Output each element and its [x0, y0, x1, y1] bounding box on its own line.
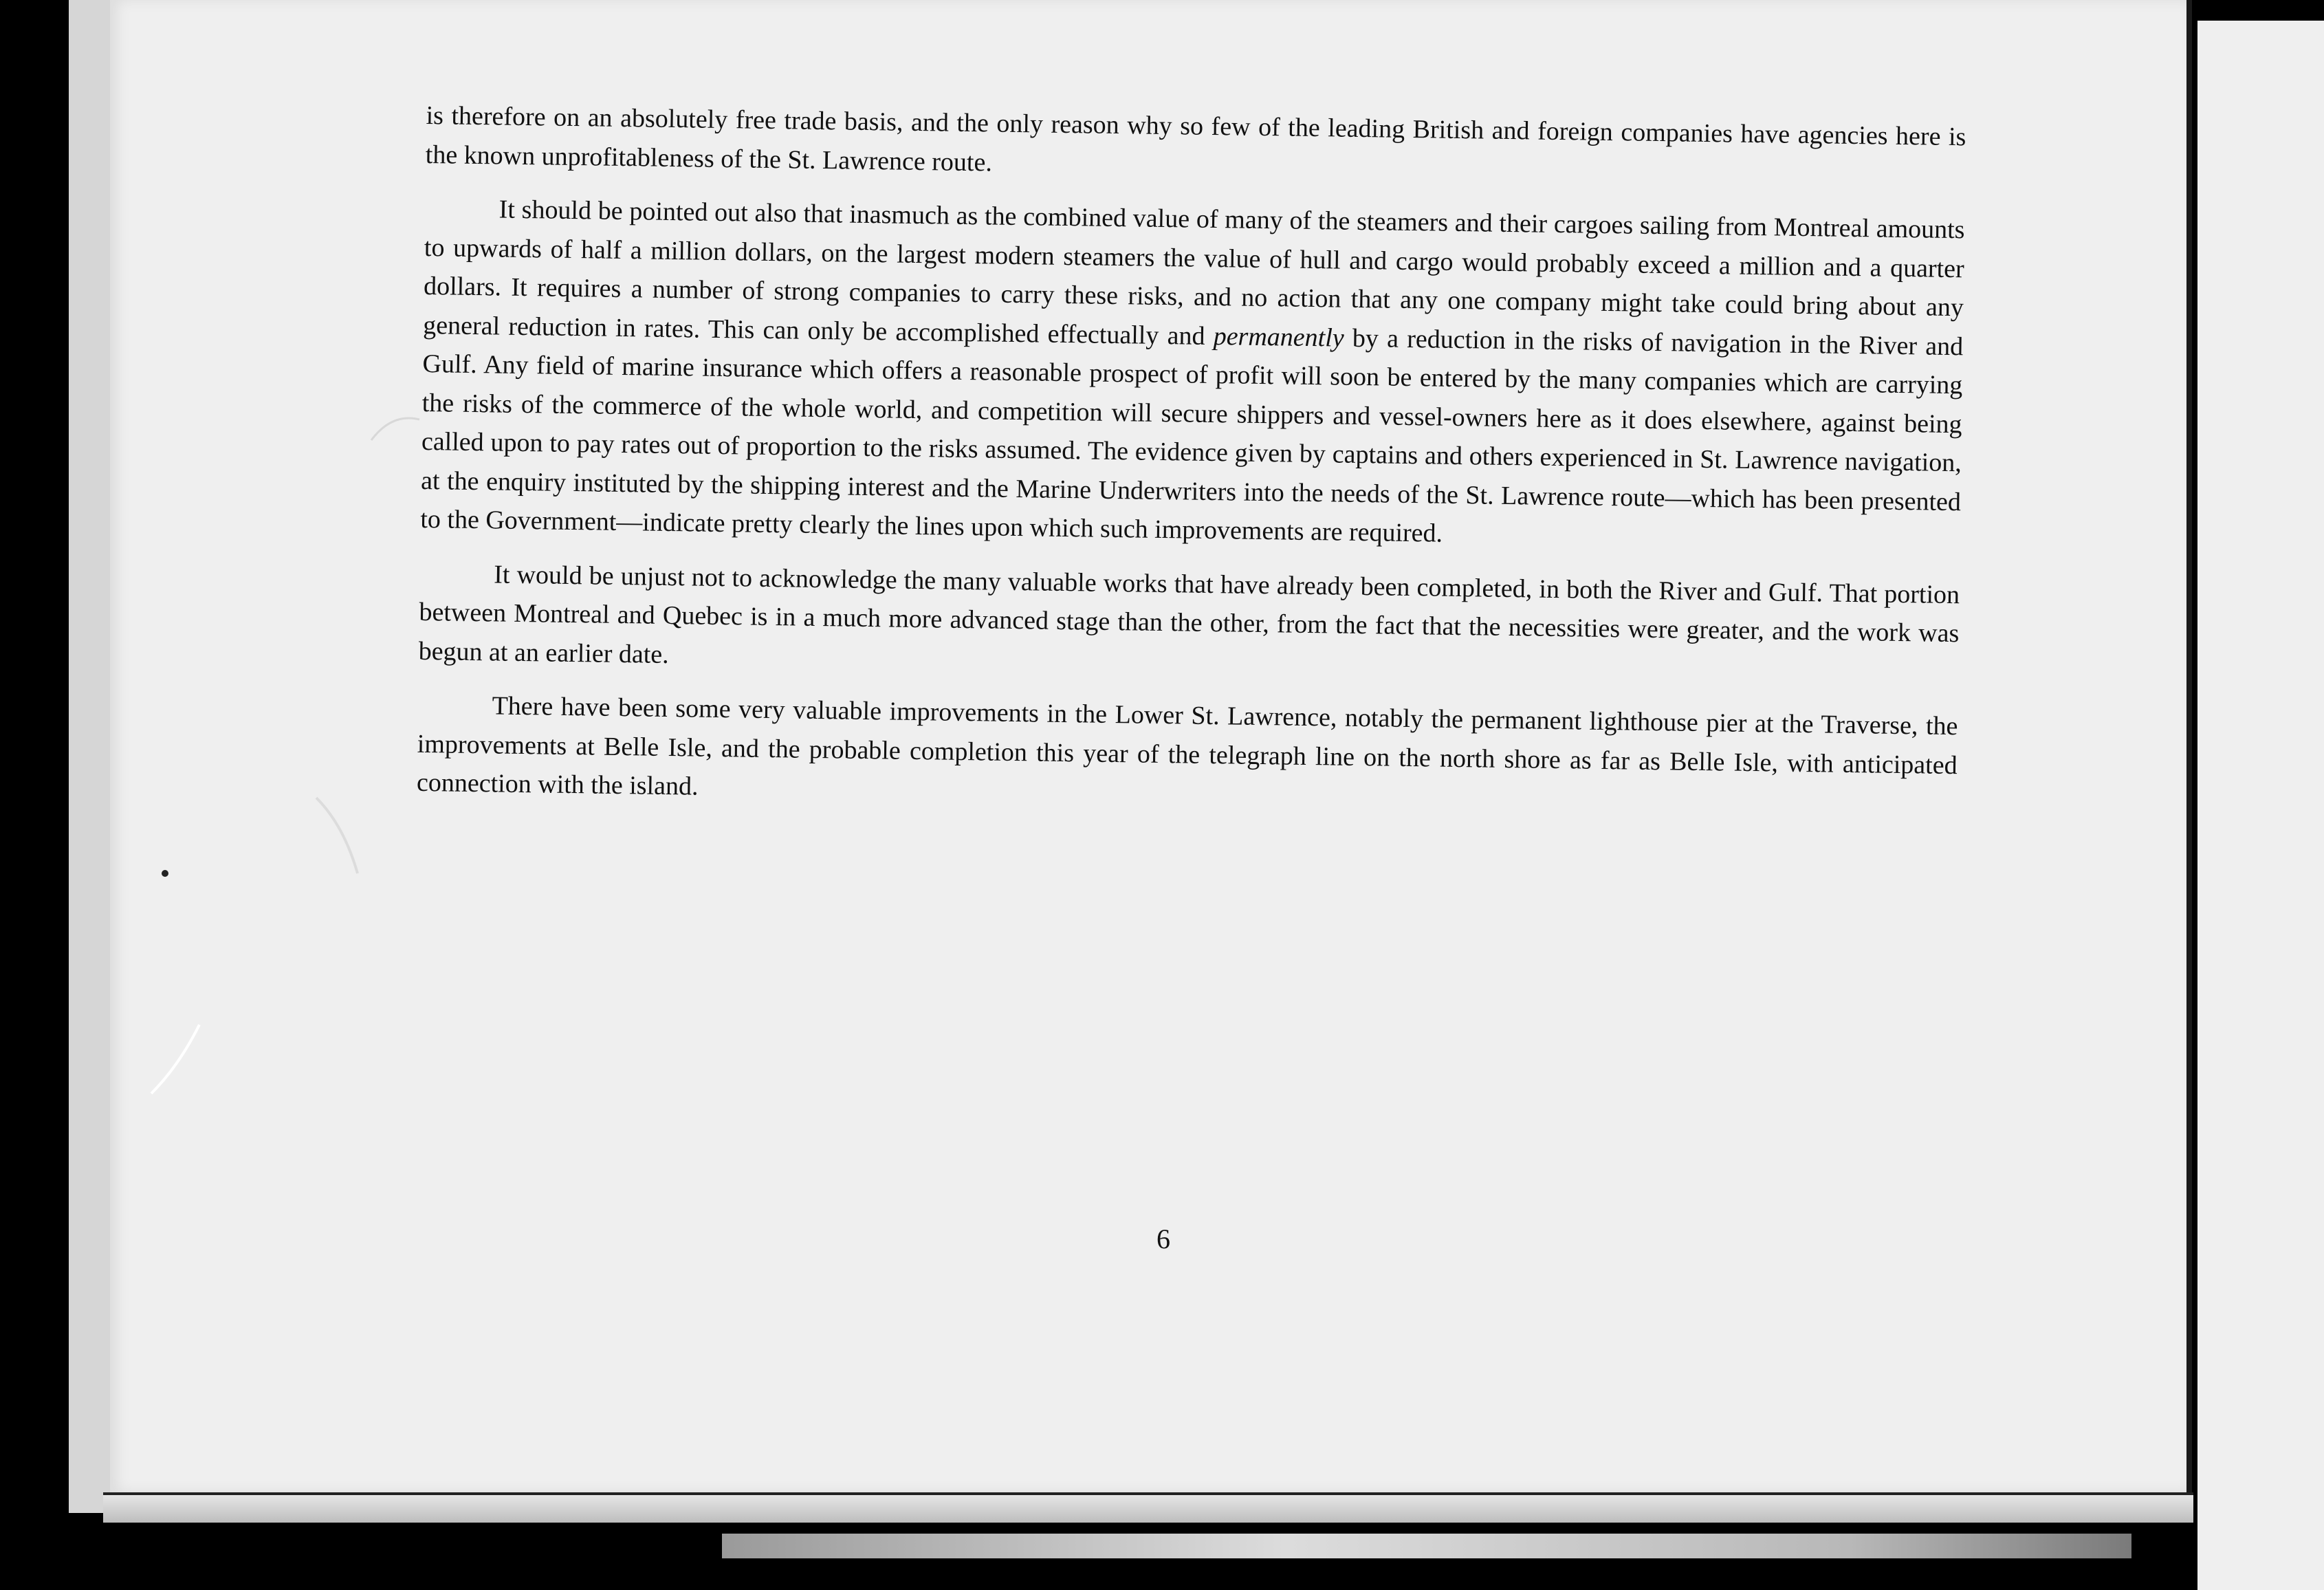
paragraph-2: [420, 189, 1965, 560]
right-page-fragment: [2197, 21, 2324, 1590]
paragraph-2-text-a: It should be pointed out also that inasmuch as the combined value of many of the steamers and their cargoes sailing from Montreal amounts to upwards of half a million dollars, on the largest modern steamers the value of hull and cargo would probably exceed a million and a quarter dollars. It requires a number of strong companies to carry these risks, and no action that any one company might take could bring about any general reduction in rates. This can only be accomplished effectually and: [423, 195, 1965, 351]
paragraph-1-text: is therefore on an absolutely free trade basis, and the only reason why so few of the leading British and foreign companies have agencies here is the known unprofitableness of the St. Lawrence route.: [425, 100, 1966, 177]
page-number: 6: [1156, 1223, 1170, 1254]
paragraph-3-text: It would be unjust not to acknowledge the many valuable works that have already been completed, in both the River and Gulf. That portion between Montreal and Quebec is in a much more advanced stage than the other, from the fact that the necessities were greater, and the work was begun at an earlier date.: [418, 559, 1960, 669]
emphasis-permanently: permanently: [1213, 321, 1344, 353]
body-text: [416, 96, 1966, 839]
page-bottom-edge: [103, 1492, 2193, 1523]
bottom-scan-strip: [722, 1534, 2131, 1558]
paragraph-2-text-b: by a reduction in the risks of navigation in the River and Gulf. Any field of marine insurance which offers a reasonable prospect of profit will soon be entered by the many companies which are carrying the risks of the commerce of the whole world, and competition will secure shippers and vessel-owners here as it does elsewhere, against being called upon to pay rates out of proportion to the risks assumed. The evidence given by captains and others experienced in St. Lawrence navigation, at the enquiry instituted by the shipping interest and the Marine Underwriters into the needs of the St. Lawrence route—which has been presented to the Government—indicate pretty clearly the lines upon which such improvements are required.: [420, 323, 1964, 548]
paragraph-4: [417, 686, 1958, 824]
paragraph-4-text: There have been some very valuable improvements in the Lower St. Lawrence, notably the permanent lighthouse pier at the Traverse, the improvements at Belle Isle, and the probable completion this year of the telegraph line on the north shore as far as Belle Isle, with anticipated connection with the island.: [416, 691, 1958, 801]
paragraph-3: [418, 554, 1960, 692]
left-page-edge: [69, 0, 110, 1513]
